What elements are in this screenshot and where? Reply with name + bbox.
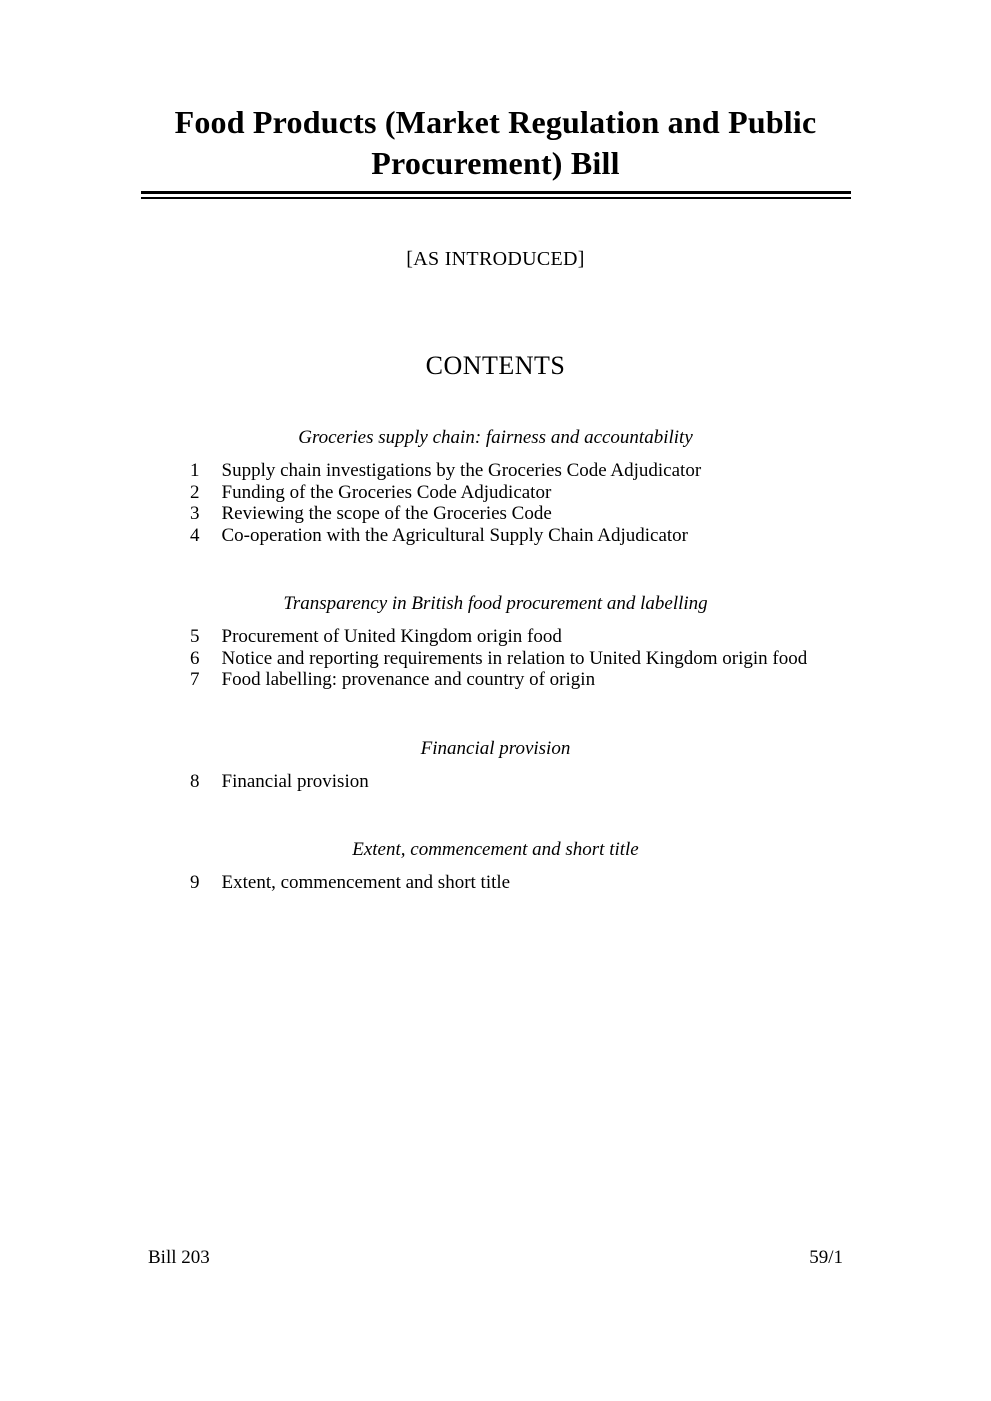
toc-item-label: Reviewing the scope of the Groceries Code [221,503,552,524]
toc-item-label: Procurement of United Kingdom origin food [221,626,562,647]
toc-item-3 [140,503,852,525]
toc-item-9 [140,872,852,894]
section-heading-financial: Financial provision [420,737,571,759]
section-heading-groceries: Groceries supply chain: fairness and accountability [298,427,693,448]
toc-item-label: Funding of the Groceries Code Adjudicator [221,481,552,503]
toc-item-2 [140,482,852,504]
toc-item-number: 4 [190,524,200,546]
bill-number: Bill 203 [148,1247,210,1268]
section-heading-transparency: Transparency in British food procurement and labelling [283,593,708,614]
contents-heading: CONTENTS [425,351,566,380]
toc-item-1 [140,460,852,482]
toc-item-number: 7 [190,669,200,690]
toc-item-number: 3 [190,503,200,524]
toc-item-label: Extent, commencement and short title [221,872,511,893]
toc-item-number: 1 [190,460,200,481]
toc-item-number: 8 [190,770,200,792]
title-divider-rule [141,191,851,199]
toc-item-7 [140,669,852,691]
table-of-contents [140,427,852,894]
toc-item-4 [140,525,852,547]
toc-item-number: 6 [190,647,200,669]
page-footer [148,1247,843,1269]
bill-title: Food Products (Market Regulation and Public Procurement) Bill [174,104,817,181]
toc-item-label: Co-operation with the Agricultural Supply Chain Adjudicator [221,524,688,546]
toc-item-label: Food labelling: provenance and country of origin [221,669,596,690]
toc-item-number: 5 [190,626,200,647]
toc-item-6 [140,648,852,670]
toc-item-5 [140,626,852,648]
toc-item-8 [140,771,852,793]
toc-item-number: 2 [190,481,200,503]
toc-item-label: Notice and reporting requirements in relation to United Kingdom origin food [221,647,808,669]
status-line: [AS INTRODUCED] [406,248,585,270]
toc-item-number: 9 [190,872,200,893]
toc-item-label: Supply chain investigations by the Groceries Code Adjudicator [221,460,702,481]
toc-item-label: Financial provision [221,770,369,792]
session-number: 59/1 [809,1247,843,1268]
section-heading-extent: Extent, commencement and short title [352,839,639,860]
